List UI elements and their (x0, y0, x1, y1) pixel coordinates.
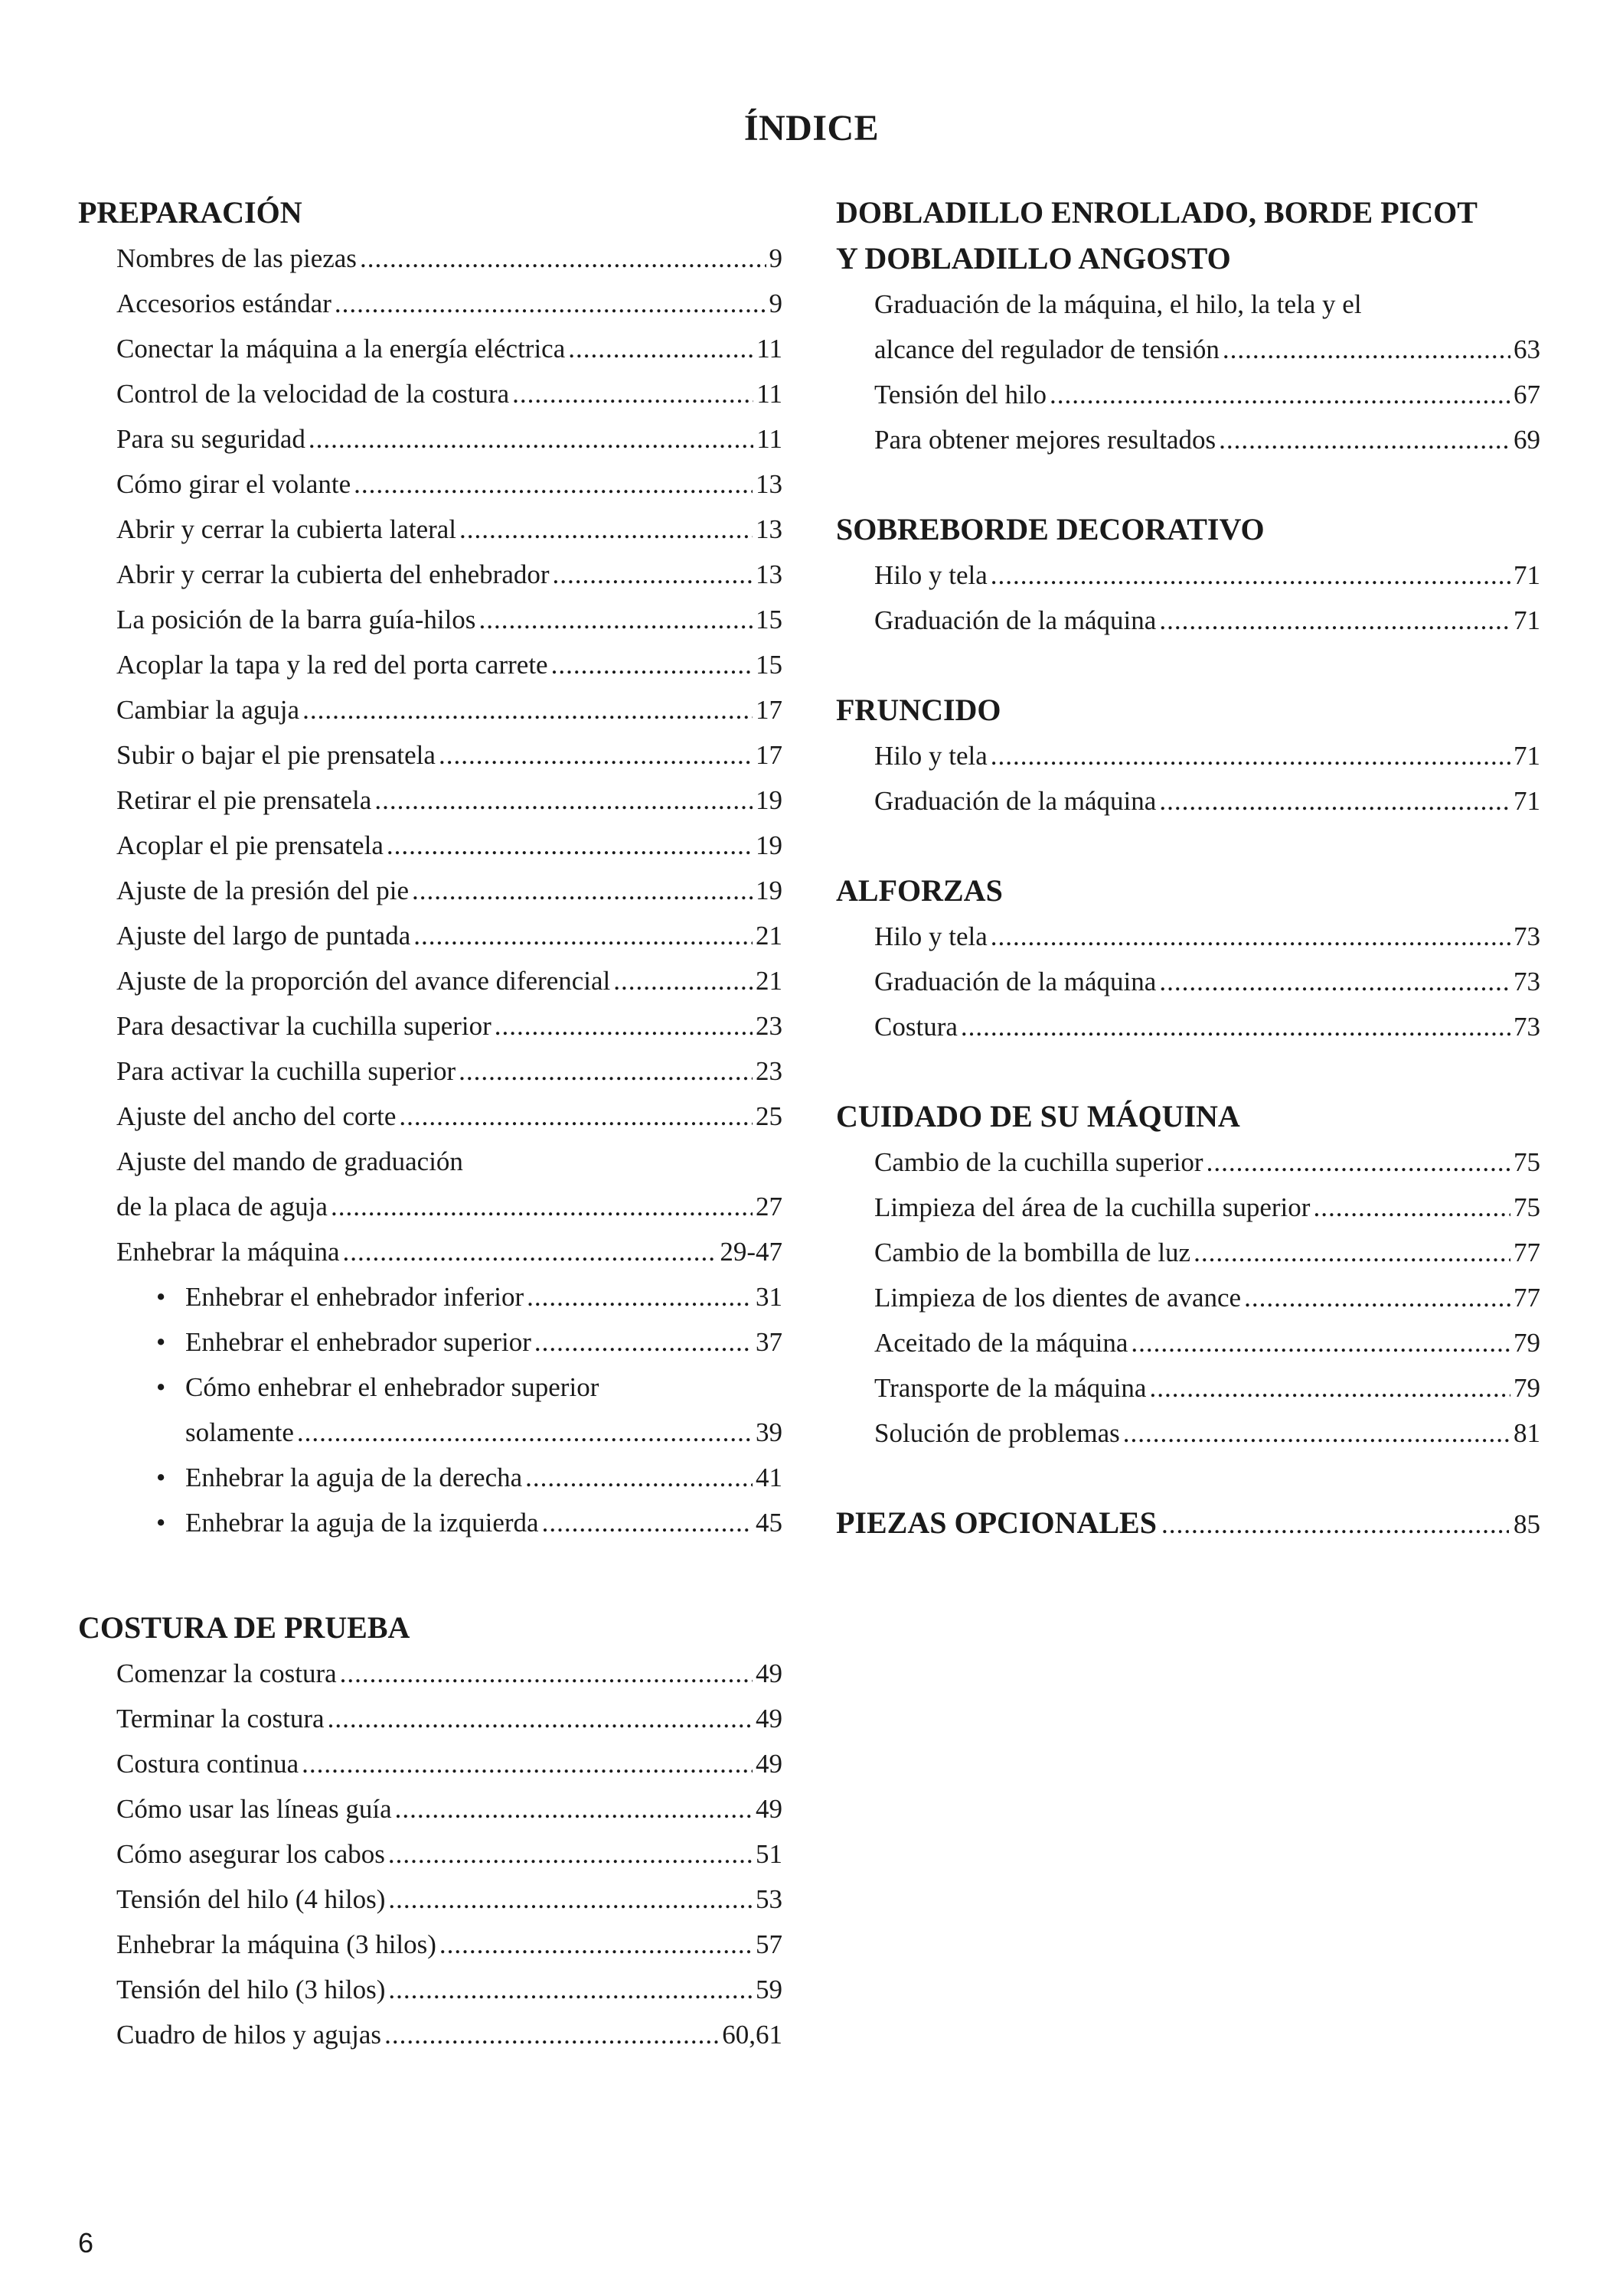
entry-label: Comenzar la costura (116, 1658, 337, 1688)
entry-label: Abrir y cerrar la cubierta lateral (116, 514, 457, 544)
entry-list (836, 372, 1540, 462)
bullet-icon: • (156, 1327, 166, 1357)
entry-label: Limpieza de los dientes de avance (874, 1283, 1242, 1313)
dot-leader (495, 1003, 753, 1049)
dot-leader (328, 1696, 753, 1741)
entry-page: 60,61 (722, 2020, 782, 2050)
entry-label: Subir o bajar el pie prensatela (116, 740, 436, 770)
page-number: 6 (78, 2227, 94, 2258)
dot-leader (360, 236, 766, 281)
entry-label: Solución de problemas (874, 1418, 1120, 1448)
entry-page: 11 (756, 334, 782, 364)
toc-entry (836, 1004, 1540, 1049)
toc-entry (78, 732, 782, 778)
entry-page: 49 (756, 1704, 782, 1733)
entry-page: 77 (1514, 1283, 1540, 1313)
toc-bullet-entry (78, 1455, 782, 1500)
section-heading: PREPARACIÓN (78, 195, 302, 230)
toc-entry (78, 597, 782, 642)
dot-leader (1123, 1411, 1510, 1456)
entry-label: Cuadro de hilos y agujas (116, 2020, 382, 2050)
dot-leader (534, 1319, 753, 1365)
toc-entry (836, 733, 1540, 778)
dot-leader (1131, 1320, 1510, 1365)
section-heading-line1: DOBLADILLO ENROLLADO, BORDE PICOT (836, 195, 1478, 230)
entry-label: Tensión del hilo (4 hilos) (116, 1884, 386, 1914)
entry-label: Graduación de la máquina (874, 786, 1157, 816)
entry-page: 13 (756, 469, 782, 499)
dot-leader (399, 1094, 753, 1139)
entry-page: 23 (756, 1056, 782, 1086)
entry-page: 25 (756, 1101, 782, 1131)
dot-leader (459, 507, 753, 552)
dot-leader (343, 1229, 717, 1274)
entry-label: Enhebrar la máquina (116, 1237, 340, 1267)
entry-page: 63 (1514, 334, 1540, 364)
section-heading: COSTURA DE PRUEBA (78, 1610, 410, 1645)
dot-leader (961, 1004, 1510, 1049)
dot-leader (1149, 1365, 1510, 1411)
entry-label: Accesorios estándar (116, 289, 331, 318)
entry-label: Enhebrar la máquina (3 hilos) (116, 1929, 436, 1959)
entry-label: Control de la velocidad de la costura (116, 379, 510, 409)
dot-leader (335, 281, 766, 326)
section-costura (78, 1605, 782, 2057)
entry-page: 13 (756, 559, 782, 589)
entry-list (836, 733, 1540, 823)
bullet-icon: • (156, 1282, 166, 1312)
section-heading: FRUNCIDO (836, 693, 1001, 727)
entry-label: Enhebrar el enhebrador inferior (185, 1282, 524, 1312)
toc-entry (78, 1877, 782, 1922)
entry-page: 51 (756, 1839, 782, 1869)
entry-page: 37 (756, 1327, 782, 1357)
entry-label: Graduación de la máquina (874, 967, 1157, 996)
entry-page: 81 (1514, 1418, 1540, 1448)
entry-page: 11 (756, 424, 782, 454)
entry-list (836, 553, 1540, 643)
dot-leader (412, 868, 753, 913)
entry-page: 21 (756, 921, 782, 951)
entry-page: 17 (756, 695, 782, 725)
dot-leader (1219, 417, 1510, 462)
entry-page: 45 (756, 1508, 782, 1538)
entry-page: 49 (756, 1749, 782, 1779)
toc-entry (836, 598, 1540, 643)
toc-bullet-entry (78, 1500, 782, 1545)
toc-entry (78, 1741, 782, 1786)
toc-entry (78, 778, 782, 823)
dot-leader (1223, 327, 1510, 372)
dot-leader (551, 642, 753, 687)
toc-entry (78, 1786, 782, 1831)
entry-label: Hilo y tela (874, 741, 988, 771)
toc-entry (78, 687, 782, 732)
dot-leader (354, 461, 753, 507)
entry-page: 19 (756, 830, 782, 860)
toc-entry (78, 1831, 782, 1877)
entry-label: Transporte de la máquina (874, 1373, 1147, 1403)
toc-entry (78, 326, 782, 371)
entry-page: 19 (756, 876, 782, 905)
entry-label: Limpieza del área de la cuchilla superior (874, 1192, 1311, 1222)
toc-entry (836, 553, 1540, 598)
toc-entry (78, 2012, 782, 2057)
entry-page: 85 (1514, 1509, 1540, 1539)
toc-entry (836, 1185, 1540, 1230)
dot-leader (527, 1274, 753, 1319)
dot-leader (1159, 598, 1510, 643)
toc-entry (78, 958, 782, 1003)
dot-leader (512, 371, 753, 416)
entry-label: Ajuste de la proporción del avance diferencial (116, 966, 611, 996)
dot-leader (388, 1831, 753, 1877)
toc-entry (836, 1275, 1540, 1320)
dot-leader (568, 326, 753, 371)
dot-leader (388, 1877, 753, 1922)
toc-entry (78, 1967, 782, 2012)
entry-page: 49 (756, 1794, 782, 1824)
toc-bullet-entry-multi (78, 1410, 782, 1455)
entry-list (836, 914, 1540, 1049)
dot-leader (340, 1651, 753, 1696)
section-opcionales (836, 1500, 1540, 1546)
dot-leader (542, 1500, 753, 1545)
toc-entry (78, 416, 782, 461)
entry-page: 73 (1514, 1012, 1540, 1042)
right-column (836, 190, 1540, 1546)
toc-entry-graduacion-line1 (836, 282, 1540, 327)
dot-leader (1161, 1509, 1509, 1540)
entry-page: 27 (756, 1192, 782, 1221)
toc-entry (836, 372, 1540, 417)
toc-bullet-entry (78, 1274, 782, 1319)
entry-label: Cambio de la cuchilla superior (874, 1147, 1203, 1177)
entry-label: Terminar la costura (116, 1704, 325, 1733)
entry-page: 15 (756, 605, 782, 634)
section-heading: SOBREBORDE DECORATIVO (836, 512, 1265, 546)
dot-leader (384, 2012, 719, 2057)
entry-label: Para obtener mejores resultados (874, 425, 1216, 455)
entry-label: Cambio de la bombilla de luz (874, 1238, 1191, 1267)
dot-leader (1207, 1140, 1510, 1185)
entry-page: 71 (1514, 741, 1540, 771)
entry-page: 73 (1514, 921, 1540, 951)
toc-entry (78, 823, 782, 868)
section-heading: ALFORZAS (836, 873, 1003, 908)
entry-label: Para activar la cuchilla superior (116, 1056, 456, 1086)
entry-list (836, 1140, 1540, 1456)
entry-page: 49 (756, 1658, 782, 1688)
entry-label: Costura continua (116, 1749, 299, 1779)
section-dobladillo (836, 190, 1540, 462)
toc-entry (78, 461, 782, 507)
bullet-icon: • (156, 1463, 166, 1492)
entry-label: Enhebrar la aguja de la izquierda (185, 1508, 539, 1538)
dot-leader (387, 823, 753, 868)
section-heading-line2: Y DOBLADILLO ANGOSTO (836, 241, 1231, 276)
toc-entry-enhebrar (78, 1229, 782, 1274)
section-heading: CUIDADO DE SU MÁQUINA (836, 1099, 1240, 1133)
toc-entry (78, 1003, 782, 1049)
dot-leader (1159, 778, 1510, 823)
entry-label: Cómo asegurar los cabos (116, 1839, 385, 1869)
entry-page: 67 (1514, 380, 1540, 409)
entry-page: 9 (769, 289, 782, 318)
left-column (78, 190, 782, 2102)
entry-label: Ajuste del mando de graduación (116, 1146, 463, 1176)
entry-label: Hilo y tela (874, 921, 988, 951)
toc-bullet-entry (78, 1319, 782, 1365)
entry-page: 11 (756, 379, 782, 409)
entry-label: de la placa de aguja (116, 1192, 328, 1221)
entry-page: 29-47 (720, 1237, 782, 1267)
toc-entry (78, 1094, 782, 1139)
toc-entry (78, 642, 782, 687)
toc-entry (78, 371, 782, 416)
toc-entry (78, 1049, 782, 1094)
entry-list (78, 236, 782, 1139)
dot-leader (991, 553, 1510, 598)
entry-label: alcance del regulador de tensión (874, 334, 1220, 364)
section-heading: PIEZAS OPCIONALES (836, 1505, 1157, 1540)
entry-page: 23 (756, 1011, 782, 1041)
page-title: ÍNDICE (743, 108, 880, 148)
entry-label: Graduación de la máquina (874, 605, 1157, 635)
entry-page: 9 (769, 243, 782, 273)
dot-leader (388, 1967, 753, 2012)
entry-label: Cambiar la aguja (116, 695, 300, 725)
toc-entry (78, 1696, 782, 1741)
dot-leader (439, 1922, 753, 1967)
dot-leader (991, 914, 1510, 959)
entry-label: Tensión del hilo (3 hilos) (116, 1975, 386, 2004)
dot-leader (374, 778, 753, 823)
entry-label: Costura (874, 1012, 958, 1042)
toc-entry (836, 914, 1540, 959)
entry-label: Cómo usar las líneas guía (116, 1794, 392, 1824)
entry-label: Enhebrar la aguja de la derecha (185, 1463, 523, 1492)
entry-page: 13 (756, 514, 782, 544)
toc-entry-placa-line1 (78, 1139, 782, 1184)
entry-label: Ajuste del largo de puntada (116, 921, 411, 951)
toc-entry (78, 913, 782, 958)
section-sobreborde (836, 507, 1540, 643)
entry-page: 79 (1514, 1328, 1540, 1358)
entry-label: Hilo y tela (874, 560, 988, 590)
entry-page: 69 (1514, 425, 1540, 455)
entry-label: Nombres de las piezas (116, 243, 357, 273)
entry-list (78, 1651, 782, 2057)
entry-label: Para su seguridad (116, 424, 305, 454)
entry-label: Abrir y cerrar la cubierta del enhebrador (116, 559, 550, 589)
dot-leader (613, 958, 753, 1003)
dot-leader (1159, 959, 1510, 1004)
entry-label: Para desactivar la cuchilla superior (116, 1011, 491, 1041)
bullet-icon: • (156, 1372, 166, 1402)
entry-page: 21 (756, 966, 782, 996)
entry-page: 39 (756, 1417, 782, 1447)
entry-page: 71 (1514, 560, 1540, 590)
dot-leader (1050, 372, 1510, 417)
entry-page: 19 (756, 785, 782, 815)
entry-label: Tensión del hilo (874, 380, 1047, 409)
toc-entry (836, 417, 1540, 462)
dot-leader (302, 1741, 753, 1786)
toc-entry (836, 1320, 1540, 1365)
entry-label: Retirar el pie prensatela (116, 785, 372, 815)
section-preparacion (78, 190, 782, 1545)
entry-label: La posición de la barra guía-hilos (116, 605, 476, 634)
section-alforzas (836, 868, 1540, 1049)
toc-entry (78, 1651, 782, 1696)
dot-leader (309, 416, 753, 461)
entry-page: 53 (756, 1884, 782, 1914)
entry-label: Conectar la máquina a la energía eléctrica (116, 334, 566, 364)
entry-label: solamente (185, 1417, 294, 1447)
dot-leader (991, 733, 1510, 778)
dot-leader (459, 1049, 753, 1094)
toc-entry (836, 959, 1540, 1004)
entry-label: Ajuste del ancho del corte (116, 1101, 397, 1131)
entry-page: 75 (1514, 1147, 1540, 1177)
dot-leader (525, 1455, 753, 1500)
toc-entry (78, 281, 782, 326)
entry-page: 73 (1514, 967, 1540, 996)
bullet-list (78, 1455, 782, 1545)
toc-entry (836, 778, 1540, 823)
toc-entry-placa (78, 1184, 782, 1229)
toc-bullet-entry-multi-line1 (78, 1365, 782, 1410)
entry-label: Acoplar la tapa y la red del porta carrete (116, 650, 548, 680)
section-cuidado (836, 1094, 1540, 1456)
dot-leader (478, 597, 753, 642)
toc-entry (836, 1411, 1540, 1456)
dot-leader (331, 1184, 753, 1229)
dot-leader (413, 913, 753, 958)
toc-entry (836, 1365, 1540, 1411)
entry-page: 41 (756, 1463, 782, 1492)
dot-leader (439, 732, 753, 778)
dot-leader (1313, 1185, 1510, 1230)
entry-label: Acoplar el pie prensatela (116, 830, 384, 860)
entry-page: 15 (756, 650, 782, 680)
entry-page: 79 (1514, 1373, 1540, 1403)
entry-page: 57 (756, 1929, 782, 1959)
toc-entry (78, 236, 782, 281)
toc-entry (78, 507, 782, 552)
entry-label: Cómo enhebrar el enhebrador superior (185, 1372, 599, 1402)
toc-entry-graduacion (836, 327, 1540, 372)
section-fruncido (836, 687, 1540, 823)
bullet-icon: • (156, 1508, 166, 1538)
toc-entry (78, 552, 782, 597)
entry-page: 31 (756, 1282, 782, 1312)
entry-label: Ajuste de la presión del pie (116, 876, 409, 905)
toc-entry (78, 868, 782, 913)
entry-label: Graduación de la máquina, el hilo, la tela y el (874, 289, 1362, 319)
entry-page: 71 (1514, 605, 1540, 635)
dot-leader (1194, 1230, 1510, 1275)
entry-page: 77 (1514, 1238, 1540, 1267)
entry-page: 75 (1514, 1192, 1540, 1222)
entry-label: Enhebrar el enhebrador superior (185, 1327, 531, 1357)
dot-leader (1244, 1275, 1510, 1320)
toc-entry (836, 1140, 1540, 1185)
dot-leader (395, 1786, 753, 1831)
entry-page: 59 (756, 1975, 782, 2004)
dot-leader (297, 1410, 753, 1455)
entry-label: Aceitado de la máquina (874, 1328, 1128, 1358)
entry-page: 71 (1514, 786, 1540, 816)
dot-leader (553, 552, 753, 597)
dot-leader (302, 687, 753, 732)
toc-entry (836, 1230, 1540, 1275)
toc-entry (78, 1922, 782, 1967)
entry-label: Cómo girar el volante (116, 469, 351, 499)
bullet-list (78, 1274, 782, 1365)
entry-page: 17 (756, 740, 782, 770)
